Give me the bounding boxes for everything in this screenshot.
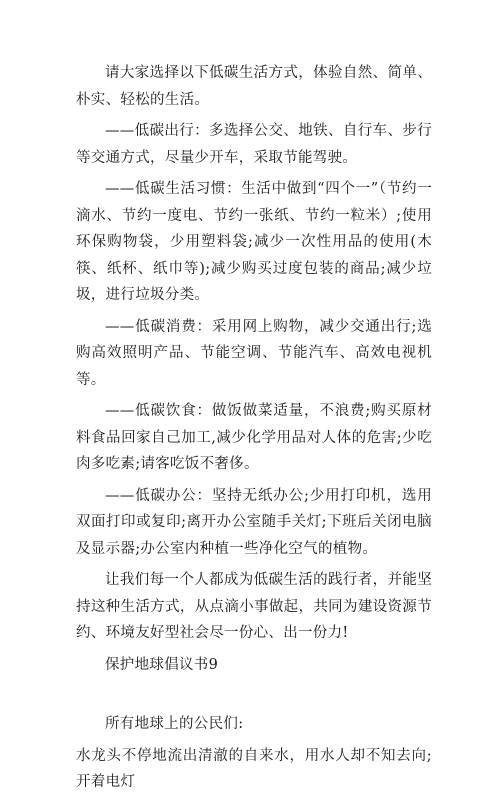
- low-carbon-travel-paragraph: ——低碳出行：多选择公交、地铁、自行车、步行等交通方式，尽量少开车，采取节能驾驶。: [76, 123, 432, 166]
- low-carbon-diet-paragraph: ——低碳饮食：做饭做菜适量，不浪费;购买原材料食品回家自己加工,减少化学用品对人体的危害;少吃肉多吃素;请客吃饭不奢侈。: [76, 403, 432, 472]
- low-carbon-office-paragraph: ——低碳办公：坚持无纸办公;少用打印机，选用双面打印或复印;离开办公室随手关灯;下班后关闭电脑及显示器;办公室内种植一些净化空气的植物。: [76, 487, 432, 557]
- section-title: 保护地球倡议书9: [105, 656, 219, 673]
- blank-line: [76, 683, 432, 711]
- closing-call-paragraph: 让我们每一个人都成为低碳生活的践行者，并能坚持这种生活方式，从点滴小事做起，共同为建设资源节约、环境友好型社会尽一份心、出一份力!: [76, 572, 432, 641]
- cut-off-paragraph: 水龙头不停地流出清澈的自来水，用水人却不知去向;开着电灯: [76, 747, 432, 790]
- document-body: [76, 60, 432, 801]
- intro-paragraph: 请大家选择以下低碳生活方式，体验自然、简单、朴实、轻松的生活。: [76, 65, 432, 108]
- low-carbon-habits-paragraph: ——低碳生活习惯：生活中做到“四个一”（节约一滴水、节约一度电、节约一张纸、节约一粒米）;使用环保购物袋，少用塑料袋;减少一次性用品的使用(木筷、纸杯、纸巾等);减少购买过度包装的商品;减少垃圾，进行垃圾分类。: [76, 181, 432, 303]
- low-carbon-consumption-paragraph: ——低碳消费：采用网上购物，减少交通出行;选购高效照明产品、节能空调、节能汽车、高效电视机等。: [76, 318, 432, 388]
- salutation: 所有地球上的公民们:: [105, 716, 244, 732]
